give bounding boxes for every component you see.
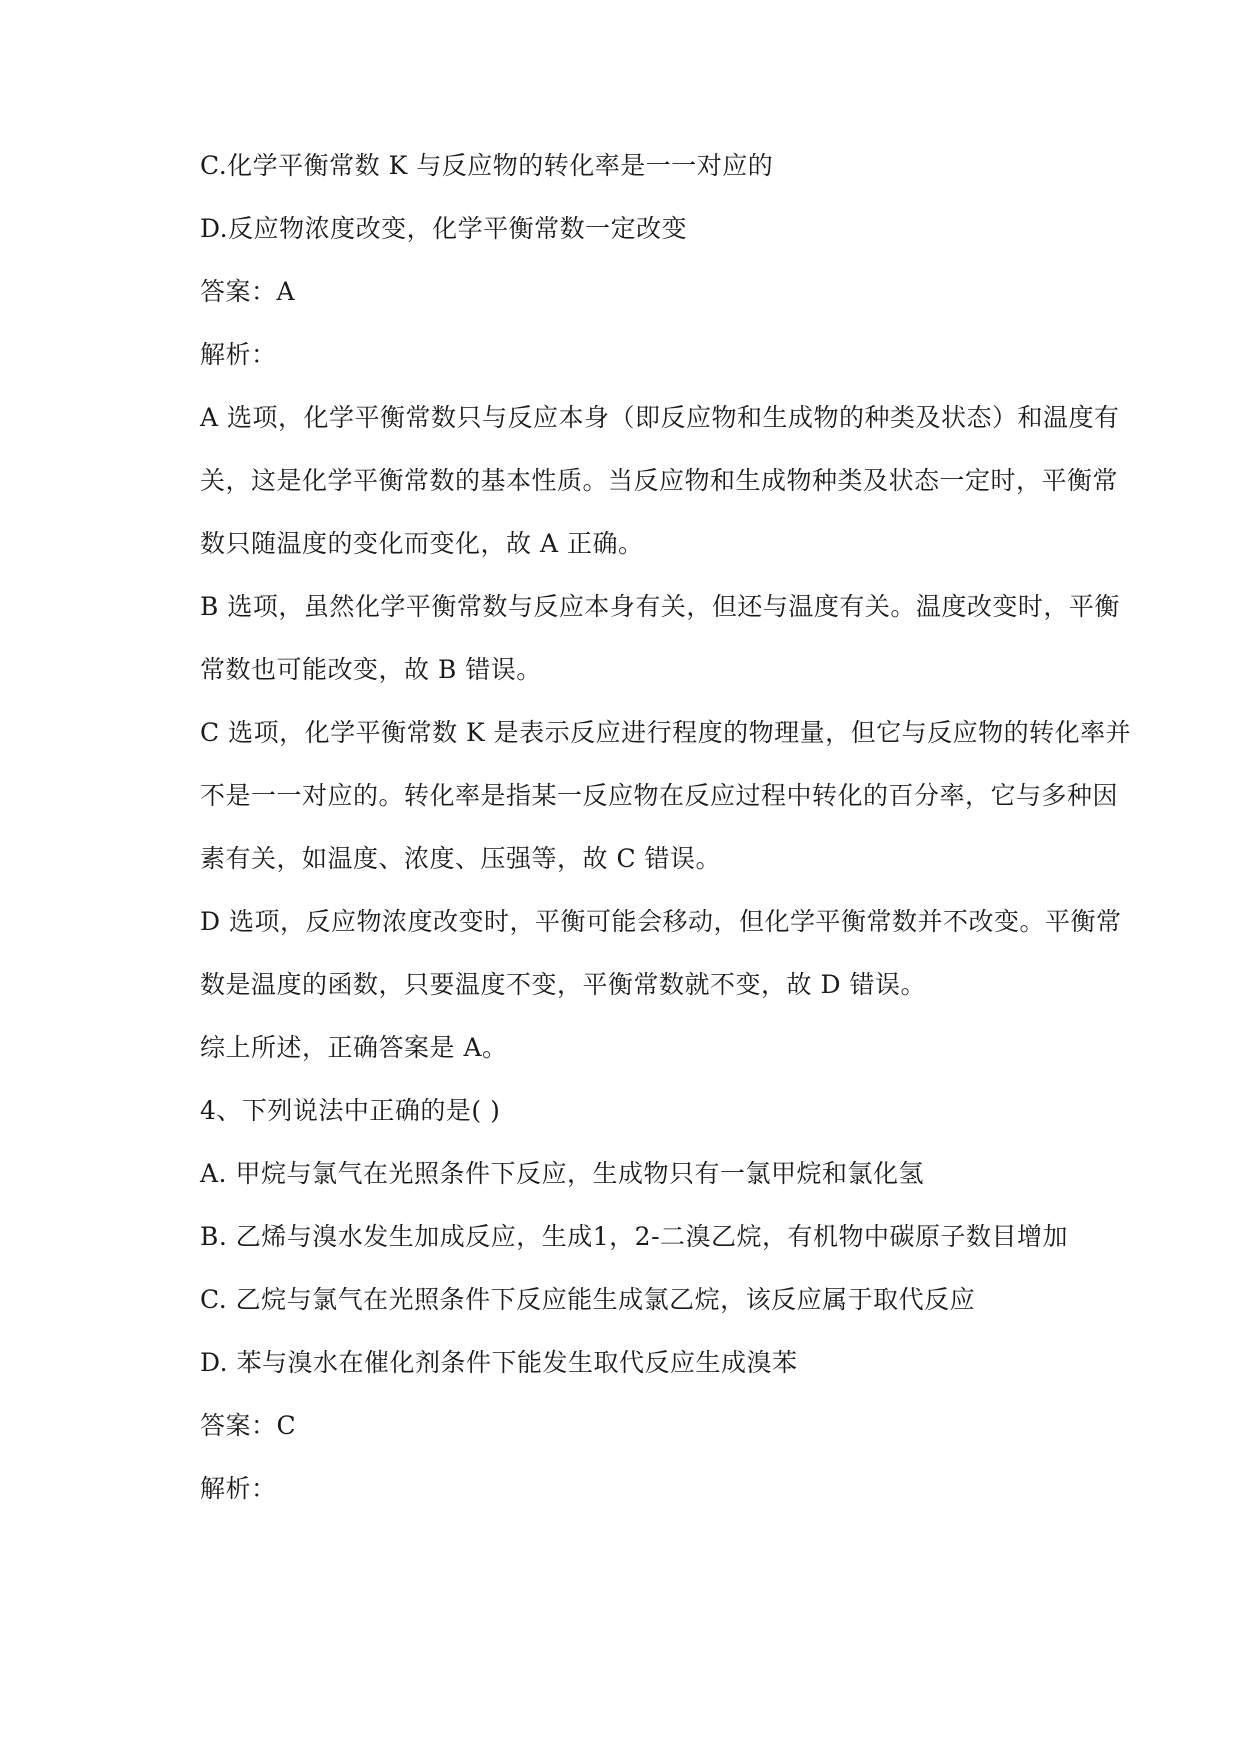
text-line: B 选项，虽然化学平衡常数与反应本身有关，但还与温度有关。温度改变时，平衡	[200, 592, 1120, 621]
option-c: C. 乙烷与氯气在光照条件下反应能生成氯乙烷，该反应属于取代反应	[200, 1285, 976, 1314]
text-line: A 选项，化学平衡常数只与反应本身（即反应物和生成物的种类及状态）和温度有	[200, 403, 1120, 432]
text-line: 答案：A	[200, 277, 296, 306]
option-a: A. 甲烷与氯气在光照条件下反应，生成物只有一氯甲烷和氯化氢	[200, 1159, 924, 1188]
text-line: 数是温度的函数，只要温度不变，平衡常数就不变，故 D 错误。	[200, 970, 926, 999]
answer-line: 答案：C	[200, 1411, 297, 1440]
analysis-label: 解析：	[200, 1474, 277, 1503]
text-line: D.反应物浓度改变，化学平衡常数一定改变	[200, 214, 688, 243]
text-line: 解析：	[200, 340, 277, 369]
text-line: 综上所述，正确答案是 A。	[200, 1033, 508, 1062]
text-line: 关，这是化学平衡常数的基本性质。当反应物和生成物种类及状态一定时，平衡常	[200, 466, 1119, 495]
text-line: 数只随温度的变化而变化，故 A 正确。	[200, 529, 644, 558]
question-title: 4、下列说法中正确的是( )	[200, 1096, 501, 1125]
text-line: C.化学平衡常数 K 与反应物的转化率是一一对应的	[200, 151, 774, 180]
option-d: D. 苯与溴水在催化剂条件下能发生取代反应生成溴苯	[200, 1348, 798, 1377]
text-line: 素有关，如温度、浓度、压强等，故 C 错误。	[200, 844, 722, 873]
text-line: C 选项，化学平衡常数 K 是表示反应进行程度的物理量，但它与反应物的转化率并	[200, 718, 1132, 747]
option-b: B. 乙烯与溴水发生加成反应，生成1，2-二溴乙烷，有机物中碳原子数目增加	[200, 1222, 1069, 1251]
text-line: 常数也可能改变，故 B 错误。	[200, 655, 542, 684]
text-line: D 选项，反应物浓度改变时，平衡可能会移动，但化学平衡常数并不改变。平衡常	[200, 907, 1122, 936]
text-line: 不是一一对应的。转化率是指某一反应物在反应过程中转化的百分率，它与多种因	[200, 781, 1119, 810]
